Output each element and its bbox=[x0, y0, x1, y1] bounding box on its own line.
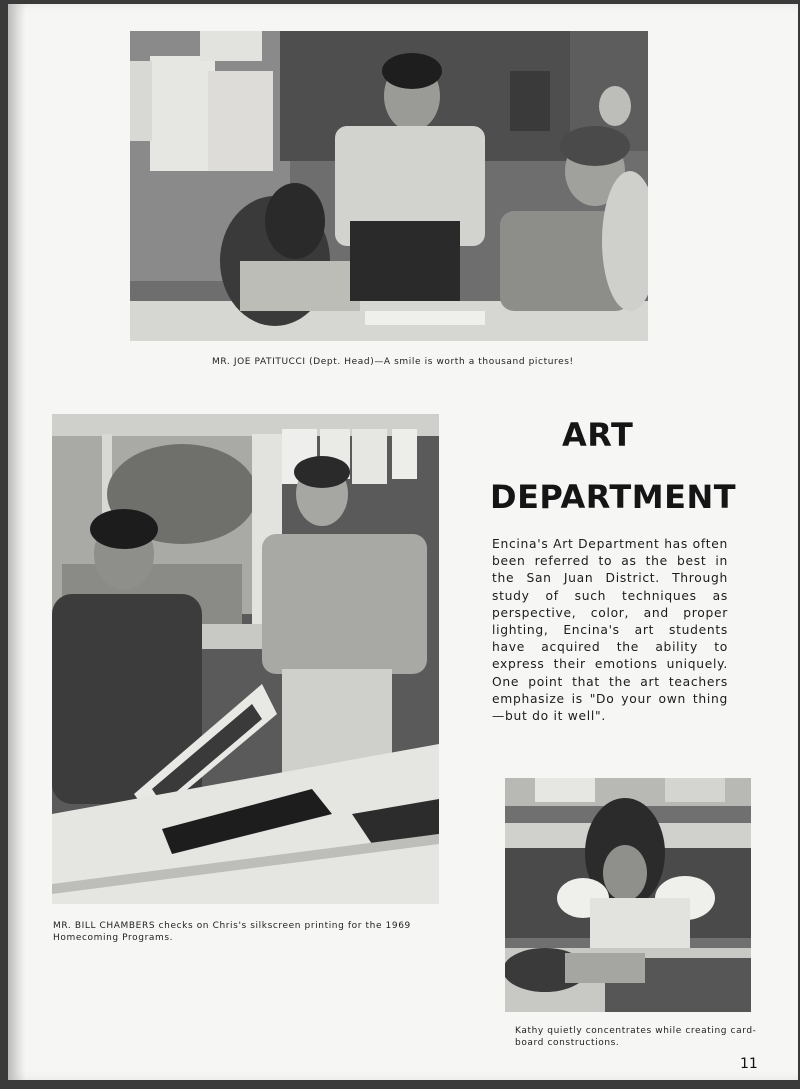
article-title-line-1: ART bbox=[562, 416, 634, 454]
photo-teacher-patitucci bbox=[130, 31, 648, 341]
binding-shadow bbox=[8, 4, 26, 1080]
photo-teacher-chambers bbox=[52, 414, 439, 904]
photo-student-kathy-image bbox=[505, 778, 751, 1012]
page-number: 11 bbox=[740, 1056, 758, 1072]
article-title-line-2: DEPARTMENT bbox=[490, 478, 737, 516]
photo-teacher-patitucci-image bbox=[130, 31, 648, 341]
caption-bottom-photo: Kathy quietly concentrates while creating card-board constructions. bbox=[515, 1026, 757, 1048]
photo-teacher-chambers-image bbox=[52, 414, 439, 904]
yearbook-page bbox=[8, 4, 798, 1080]
photo-student-kathy bbox=[505, 778, 751, 1012]
caption-top-photo: MR. JOE PATITUCCI (Dept. Head)—A smile is worth a thousand pictures! bbox=[212, 357, 574, 367]
caption-middle-photo: MR. BILL CHAMBERS checks on Chris's silkscreen printing for the 1969 Homecoming Programs. bbox=[53, 921, 411, 943]
article-body: Encina's Art Department has often been referred to as the best in the San Juan District. Through study of such techniques as perspective, color, and proper lighting, Encina's art students have acquired the ability to express their emotions uniquely. One point that the art teachers emphasize is "Do your own thing—but do it well". bbox=[492, 537, 728, 724]
